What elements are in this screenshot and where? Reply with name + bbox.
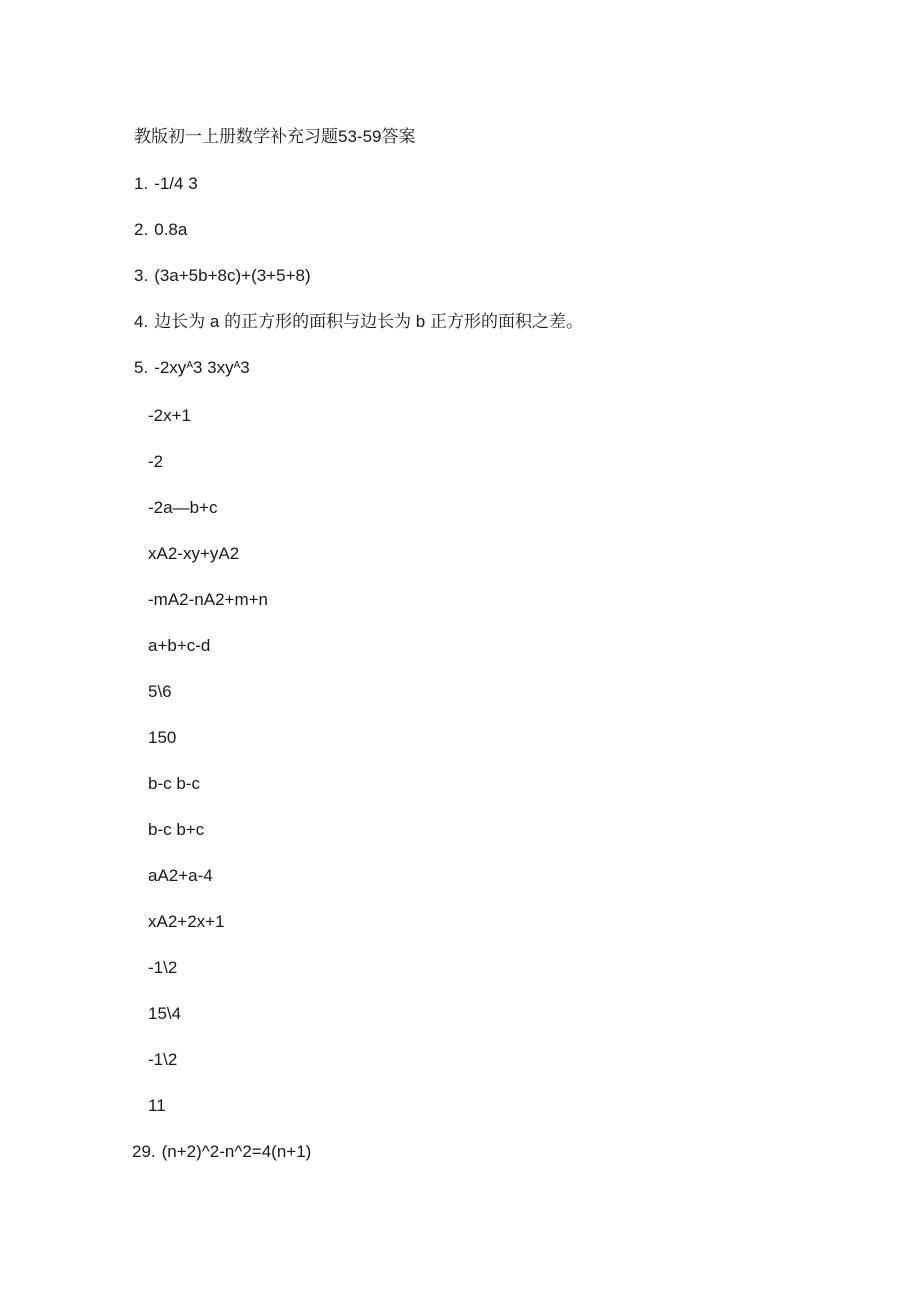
answer-line: -2x+1 [148, 406, 191, 425]
answer-line: -2 [148, 452, 164, 471]
item-text-part: -2xy [154, 358, 187, 377]
document-title: 教版初一上册数学补充习题53-59答案 [134, 127, 416, 146]
answer-line: 5\6 [148, 682, 172, 701]
answer-line: 11 [148, 1096, 166, 1115]
item-number: 4. [134, 312, 149, 331]
answer-line: -mA2-nA2+m+n [148, 590, 268, 609]
answer-line: a+b+c-d [148, 636, 211, 655]
item-text-part: 3 3xy [192, 358, 234, 377]
answer-line: -2a—b+c [148, 498, 218, 517]
item-text: (n+2)^2-n^2=4(n+1) [161, 1142, 312, 1161]
answer-line: -1\2 [148, 1050, 178, 1069]
answer-line: xA2+2x+1 [148, 912, 225, 931]
answer-line: 150 [148, 728, 177, 747]
answer-item-1 [134, 173, 198, 195]
superscript: A [233, 360, 241, 371]
answer-line: b-c b+c [148, 820, 205, 839]
answer-line: xA2-xy+yA2 [148, 544, 240, 563]
item-text: -1/4 3 [154, 174, 198, 193]
item-number: 29. [132, 1142, 156, 1161]
answer-line: b-c b-c [148, 774, 200, 793]
answer-item-4 [134, 311, 583, 333]
item-text: (3a+5b+8c)+(3+5+8) [154, 266, 311, 285]
item-text: 边长为 a 的正方形的面积与边长为 b 正方形的面积之差。 [154, 312, 583, 331]
item-number: 5. [134, 358, 149, 377]
answer-item-5 [134, 357, 250, 379]
answer-line: 15\4 [148, 1004, 182, 1023]
item-number: 2. [134, 220, 149, 239]
item-text-part: 3 [240, 358, 250, 377]
item-text: 0.8a [154, 220, 188, 239]
item-number: 3. [134, 266, 149, 285]
answer-item-2 [134, 219, 187, 241]
superscript: A [186, 360, 193, 371]
answer-line: -1\2 [148, 958, 178, 977]
answer-item-29 [132, 1141, 311, 1163]
answer-item-3 [134, 265, 311, 287]
answer-line: aA2+a-4 [148, 866, 213, 885]
item-number: 1. [134, 174, 149, 193]
